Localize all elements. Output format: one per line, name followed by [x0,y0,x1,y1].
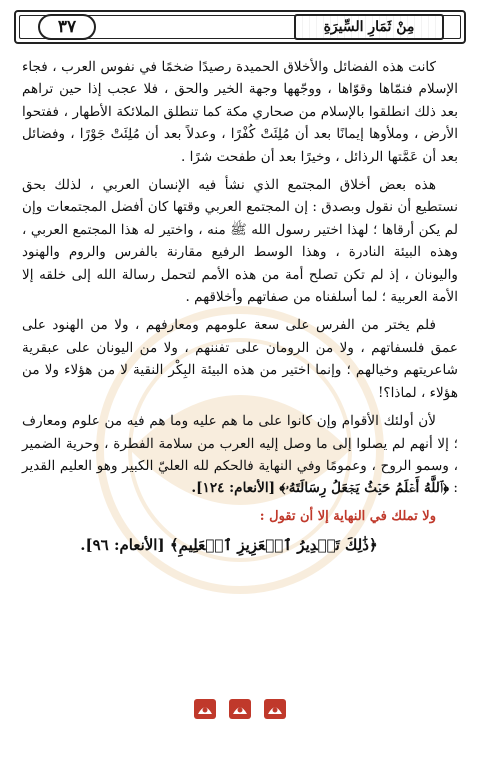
ornament-icon [193,698,217,720]
paragraph-3: فلم يختر من الفرس على سعة علومهم ومعارفهم ، ولا من الهنود على عمق فلسفاتهم ، ولا من الرومان على تفننهم ، ولا من اليونان على عبقرية شاعريتهم وخيالهم ؛ وإنما اختير من هذه البيئة البِكْر النقية لا من هؤلاء ولا من هؤلاء ، لماذا؟! [22,317,458,401]
quran-quote: ﴿ٱللَّهُ أَعۡلَمُ حَيۡثُ يَجۡعَلُ رِسَالَتَهُۥ﴾ [279,480,450,497]
page-header [14,10,466,44]
paragraph-4-text: لأن أولئك الأقوام وإن كانوا على ما هم عليه وما هم فيه من علوم ومعارف ؛ إلا أنهم لم يصلوا إلى ما وصل إليه العرب من سلامة الفطرة ، وحرية الضمير ، وسمو الروح ، وعمومًا وفي النهاية فالحكم لله العليّ الكبير وهو العليم القدير : [22,413,458,497]
final-verse [22,534,458,556]
book-title: مِنْ ثَمَارِ السِّيرَةِ [294,14,444,40]
final-quran-reference: [الأنعام: ٩٦]. [80,536,165,555]
end-ornaments [0,698,480,724]
highlight-line: ولا تملك في النهاية إلا أن تقول : [259,508,436,524]
ornament-icon [263,698,287,720]
page-number: ٣٧ [38,14,96,40]
ornament-icon [228,698,252,720]
paragraph-1: كانت هذه الفضائل والأخلاق الحميدة رصيدًا ضخمًا في نفوس العرب ، فجاء الإسلام فنمّاها وقوّاها ، ووجّهها وجهة الخير والحق ، فلا عجب إذا حين تراهم بعد ذلك انطلقوا بالإسلام من صحاري مكة كما تنطلق الملائكة الأطهار ، ففتحوا الأرض ، وملأوها إيمانًا بعد أن مُلِئَتْ كُفْرًا ، وعدلاً بعد أن مُلِئَتْ جَوْرًا ، وفضائل بعد أن عَمَّتها الرذائل ، وخيرًا بعد أن طفحت شرًا . [22,59,458,165]
paragraph-2: هذه بعض أخلاق المجتمع الذي نشأ فيه الإنسان العربي ، لذلك بحق نستطيع أن نقول وبصدق : إن المجتمع العربي وقتها كان أفضل المجتمعات وإن لم يكن أرقاها ؛ لهذا اختير رسول الله ﷺ منه ، واختير له هذا المجتمع العربي ، وهذه البيئة النادرة ، وهذا الوسط الرفيع مقارنة بالفرس والروم والهنود واليونان ، إذ لم تكن تصلح أمة من هذه الأمم لتحمل رسالة الله إلى خلقه إلا الأمة العربية ؛ لما أسلفناه من صفاتهم وأخلاقهم . [22,177,458,306]
main-text [22,56,458,563]
final-quran-quote: ﴿ذَٰلِكَ تَقۡدِيرُ ٱلۡعَزِيزِ ٱلۡعَلِيمِ﴾ [169,536,378,555]
paragraph-4 [22,410,458,500]
quran-reference: [الأنعام: ١٢٤]. [191,480,276,497]
